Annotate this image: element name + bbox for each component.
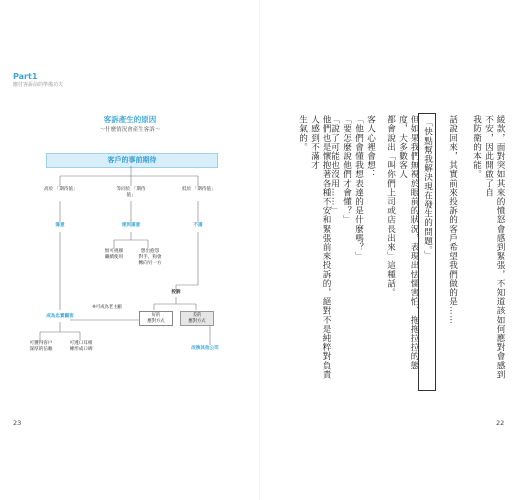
part-subtitle: 應付客訴前的準備功夫 — [13, 82, 64, 88]
text-column-4: 但如果我們無視於眼前的狀況，表現出怯懦害怕、拖拖拉拉的態度，大多數客人 — [397, 115, 419, 370]
text-column-2: 我防衛的本能。 — [471, 115, 482, 179]
text-column-6: 客人心裡會想： — [365, 115, 376, 179]
expectation-banner: 客戶的事前期待 — [46, 153, 218, 168]
text-column-10: 他們也是懷抱著各種不安和緊張前來投訴的，絕對不是純粹對負責人感到不滿才 — [309, 115, 331, 379]
flowchart-subtitle: ～什麼情況會產生客訴～ — [99, 127, 161, 133]
branch-equal: 等同於 「期待值」 — [116, 187, 146, 198]
branch-lower: 低於 「期待值」 — [182, 187, 216, 192]
result-dissatisfied: 不滿 — [193, 223, 203, 228]
text-column-11: 生氣的。 — [297, 115, 308, 152]
result-satisfied: 滿意 — [55, 223, 65, 228]
text-column-5: 都會說出「叫你們上司或店長出來」這種話。 — [385, 115, 396, 297]
text-column-7: 「他們會懂我想表達的是什麼嗎？」 — [353, 115, 364, 261]
page-number-left: 23 — [13, 419, 22, 427]
word-of-mouth-box: 可透口耳相 傳形成口碑 — [69, 341, 93, 352]
bad-response-box: 差的 應對方式 — [180, 311, 214, 326]
text-column-9: 「說了可能也沒用……」 — [329, 115, 340, 216]
part-title: Part1 — [13, 72, 38, 81]
outcome-continue-use: 無可挑剔 繼續使用 — [104, 249, 124, 260]
page-number-right: 22 — [496, 419, 505, 427]
right-page — [260, 0, 520, 500]
text-column-8: 「要怎麼說他們才會懂？」 — [341, 115, 352, 225]
switch-company-label: 改換其他公司 — [191, 346, 219, 351]
flowchart-title: 客訴產生的原因 — [103, 115, 157, 124]
outcome-switch: 想出抱怨 對手、狗會 轉向另一方 — [138, 249, 162, 266]
result-met: 達到滿意 — [121, 223, 141, 228]
text-column-3: 話說回來，其實前來投訴的客戶希望我們做的是…… — [447, 115, 458, 325]
good-response-box: 好的 應對方式 — [139, 311, 173, 326]
branch-higher: 高於 「期待值」 — [44, 187, 78, 192]
text-column-quote: 「快點幫我解決現在發生的問題。」 — [422, 118, 433, 260]
note-regular-customer: ※可成為老主顧 — [92, 305, 122, 310]
loyal-customer-label: 成為忠實顧客 — [46, 314, 74, 319]
trust-box: 可獲得客戶 深厚的信賴 — [29, 341, 53, 352]
text-column-1: 緩款，面對突如其來的憤怒會感到緊張，不知道該如何應對會感到不安，因此開啟了自 — [483, 115, 505, 379]
complaint-label: 投訴 — [171, 290, 181, 295]
